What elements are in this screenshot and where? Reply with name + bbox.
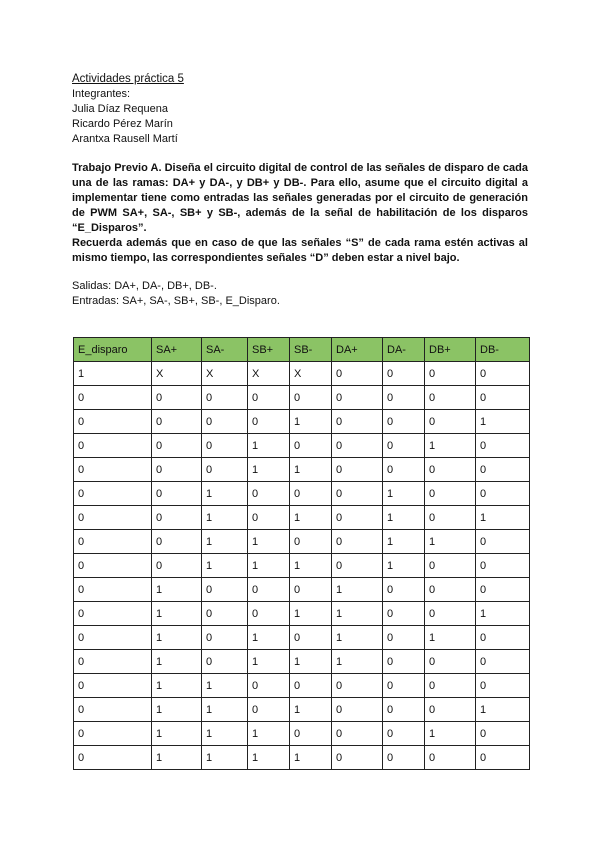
table-cell: X xyxy=(290,362,332,386)
table-cell: 0 xyxy=(383,626,425,650)
table-cell: 1 xyxy=(152,602,202,626)
document-page xyxy=(72,72,528,309)
table-cell: 0 xyxy=(332,434,383,458)
table-cell: 1 xyxy=(476,602,530,626)
table-cell: 0 xyxy=(332,722,383,746)
table-cell: 0 xyxy=(476,650,530,674)
table-cell: 0 xyxy=(202,626,248,650)
table-row xyxy=(74,554,530,578)
table-cell: 0 xyxy=(74,674,152,698)
table-row xyxy=(74,434,530,458)
table-cell: 0 xyxy=(74,458,152,482)
table-cell: 1 xyxy=(248,626,290,650)
table-cell: 0 xyxy=(248,602,290,626)
table-cell: 0 xyxy=(74,434,152,458)
table-cell: 0 xyxy=(425,362,476,386)
member-name: Arantxa Rausell Martí xyxy=(72,133,178,145)
table-cell: 1 xyxy=(248,746,290,770)
table-cell: 0 xyxy=(476,626,530,650)
table-cell: 1 xyxy=(425,530,476,554)
table-cell: 0 xyxy=(425,698,476,722)
table-cell: X xyxy=(248,362,290,386)
table-cell: 1 xyxy=(290,410,332,434)
table-cell: 1 xyxy=(202,482,248,506)
table-cell: 0 xyxy=(383,674,425,698)
table-cell: 0 xyxy=(202,386,248,410)
table-row xyxy=(74,506,530,530)
table-cell: 0 xyxy=(74,554,152,578)
table-cell: 0 xyxy=(290,626,332,650)
table-row xyxy=(74,626,530,650)
table-cell: 0 xyxy=(74,506,152,530)
table-cell: 1 xyxy=(152,746,202,770)
table-cell: 0 xyxy=(476,458,530,482)
table-row xyxy=(74,362,530,386)
column-header: DA+ xyxy=(332,338,383,362)
table-cell: 0 xyxy=(248,482,290,506)
table-cell: 1 xyxy=(152,578,202,602)
table-cell: 1 xyxy=(290,746,332,770)
table-row xyxy=(74,698,530,722)
table-cell: 1 xyxy=(202,506,248,530)
table-row xyxy=(74,482,530,506)
table-cell: 0 xyxy=(383,410,425,434)
table-cell: 0 xyxy=(383,434,425,458)
table-cell: 1 xyxy=(383,482,425,506)
table-row xyxy=(74,746,530,770)
table-cell: 0 xyxy=(248,386,290,410)
table-cell: 0 xyxy=(74,410,152,434)
table-cell: 0 xyxy=(425,458,476,482)
table-cell: 0 xyxy=(425,650,476,674)
table-cell: 0 xyxy=(425,386,476,410)
table-cell: 1 xyxy=(425,722,476,746)
table-cell: 0 xyxy=(332,698,383,722)
task-paragraph: Trabajo Previo A. Diseña el circuito digital de control de las señales de disparo de cada una de las ramas: DA+ y DA-, y DB+ y DB-. Para ello, asume que el circuito digital a implementar tiene como entradas las señales generadas por el circuito de generación de PWM SA+, SA-, SB+ y SB-, además de la señal de habilitación de los disparos “E_Disparos”. xyxy=(72,162,528,234)
table-cell: 0 xyxy=(383,746,425,770)
table-cell: 0 xyxy=(425,602,476,626)
table-cell: 0 xyxy=(202,650,248,674)
table-cell: 0 xyxy=(74,746,152,770)
table-cell: 1 xyxy=(202,530,248,554)
table-cell: 0 xyxy=(476,386,530,410)
table-cell: 0 xyxy=(332,746,383,770)
table-cell: 0 xyxy=(476,434,530,458)
table-cell: 0 xyxy=(383,698,425,722)
table-cell: 0 xyxy=(425,674,476,698)
table-cell: 0 xyxy=(425,506,476,530)
table-cell: 0 xyxy=(332,530,383,554)
column-header: DB+ xyxy=(425,338,476,362)
table-cell: 1 xyxy=(248,458,290,482)
table-cell: 0 xyxy=(425,482,476,506)
column-header: SB- xyxy=(290,338,332,362)
table-cell: 0 xyxy=(202,602,248,626)
table-cell: 0 xyxy=(74,650,152,674)
table-cell: 0 xyxy=(476,674,530,698)
table-cell: 1 xyxy=(248,554,290,578)
table-cell: 1 xyxy=(202,722,248,746)
members-label: Integrantes: xyxy=(72,88,131,100)
table-cell: 1 xyxy=(248,530,290,554)
table-cell: 0 xyxy=(152,434,202,458)
table-cell: 0 xyxy=(74,578,152,602)
table-cell: 0 xyxy=(290,386,332,410)
column-header: SA- xyxy=(202,338,248,362)
table-cell: 1 xyxy=(332,602,383,626)
table-cell: 0 xyxy=(332,554,383,578)
table-cell: 1 xyxy=(383,506,425,530)
table-cell: 0 xyxy=(74,602,152,626)
table-cell: 1 xyxy=(383,554,425,578)
column-header: E_disparo xyxy=(74,338,152,362)
table-cell: 0 xyxy=(332,410,383,434)
table-cell: 0 xyxy=(383,458,425,482)
table-row xyxy=(74,674,530,698)
table-row xyxy=(74,530,530,554)
table-cell: 0 xyxy=(476,554,530,578)
member-name: Julia Díaz Requena xyxy=(72,103,169,115)
table-cell: 0 xyxy=(383,650,425,674)
column-header: DB- xyxy=(476,338,530,362)
table-cell: 0 xyxy=(476,746,530,770)
table-cell: 0 xyxy=(248,578,290,602)
table-cell: 1 xyxy=(290,506,332,530)
table-cell: 0 xyxy=(332,386,383,410)
outputs-line: Salidas: DA+, DA-, DB+, DB-. xyxy=(72,280,217,292)
table-cell: 1 xyxy=(476,506,530,530)
table-cell: 1 xyxy=(152,698,202,722)
table-cell: 1 xyxy=(202,674,248,698)
table-cell: 0 xyxy=(383,602,425,626)
table-row xyxy=(74,410,530,434)
table-cell: 1 xyxy=(476,698,530,722)
truth-table xyxy=(73,337,530,770)
table-cell: 0 xyxy=(425,410,476,434)
table-cell: 1 xyxy=(425,434,476,458)
table-cell: 1 xyxy=(476,410,530,434)
table-cell: 0 xyxy=(290,434,332,458)
table-cell: 1 xyxy=(290,602,332,626)
table-cell: 1 xyxy=(425,626,476,650)
table-cell: 1 xyxy=(152,650,202,674)
table-cell: 1 xyxy=(290,458,332,482)
table-cell: 1 xyxy=(290,554,332,578)
table-cell: 0 xyxy=(74,698,152,722)
table-cell: 0 xyxy=(332,506,383,530)
table-cell: 1 xyxy=(152,626,202,650)
table-cell: 0 xyxy=(383,578,425,602)
table-row xyxy=(74,650,530,674)
table-cell: 0 xyxy=(74,482,152,506)
table-cell: 1 xyxy=(202,746,248,770)
table-cell: 1 xyxy=(248,722,290,746)
table-cell: 1 xyxy=(383,530,425,554)
table-cell: 0 xyxy=(248,674,290,698)
table-cell: 0 xyxy=(248,410,290,434)
table-cell: 1 xyxy=(152,722,202,746)
table-row xyxy=(74,602,530,626)
table-cell: 0 xyxy=(152,410,202,434)
table-cell: 0 xyxy=(202,578,248,602)
column-header: SA+ xyxy=(152,338,202,362)
table-cell: 0 xyxy=(248,698,290,722)
table-cell: 0 xyxy=(248,506,290,530)
table-cell: 1 xyxy=(332,626,383,650)
table-cell: 1 xyxy=(202,554,248,578)
task-description xyxy=(72,161,528,266)
table-cell: 0 xyxy=(290,578,332,602)
table-cell: 1 xyxy=(248,650,290,674)
table-cell: 0 xyxy=(74,722,152,746)
table-cell: 0 xyxy=(383,362,425,386)
table-cell: 0 xyxy=(74,626,152,650)
table-row xyxy=(74,386,530,410)
table-cell: 0 xyxy=(152,482,202,506)
table-cell: 0 xyxy=(152,386,202,410)
table-cell: 1 xyxy=(152,674,202,698)
table-cell: 0 xyxy=(290,482,332,506)
table-cell: 0 xyxy=(74,530,152,554)
table-cell: 1 xyxy=(332,650,383,674)
table-cell: 0 xyxy=(476,578,530,602)
table-cell: 0 xyxy=(383,722,425,746)
table-cell: 0 xyxy=(290,530,332,554)
column-header: SB+ xyxy=(248,338,290,362)
table-cell: 0 xyxy=(290,722,332,746)
table-cell: 0 xyxy=(152,554,202,578)
column-header: DA- xyxy=(383,338,425,362)
table-cell: 0 xyxy=(74,386,152,410)
table-cell: 0 xyxy=(332,362,383,386)
table-cell: 0 xyxy=(476,482,530,506)
member-name: Ricardo Pérez Marín xyxy=(72,118,173,130)
table-cell: 1 xyxy=(202,698,248,722)
table-row xyxy=(74,578,530,602)
table-cell: X xyxy=(152,362,202,386)
table-cell: 0 xyxy=(425,746,476,770)
table-cell: 0 xyxy=(290,674,332,698)
table-row xyxy=(74,722,530,746)
table-cell: 1 xyxy=(290,650,332,674)
table-cell: 0 xyxy=(152,458,202,482)
inputs-line: Entradas: SA+, SA-, SB+, SB-, E_Disparo. xyxy=(72,295,280,307)
table-cell: 0 xyxy=(476,722,530,746)
table-cell: 1 xyxy=(248,434,290,458)
table-cell: 1 xyxy=(290,698,332,722)
task-note: Recuerda además que en caso de que las señales “S” de cada rama estén activas al mismo tiempo, las correspondientes señales “D” deben estar a nivel bajo. xyxy=(72,237,528,264)
table-cell: 0 xyxy=(332,482,383,506)
table-cell: 1 xyxy=(74,362,152,386)
table-cell: 0 xyxy=(152,530,202,554)
table-cell: 0 xyxy=(476,362,530,386)
table-row xyxy=(74,458,530,482)
table-cell: 0 xyxy=(202,410,248,434)
table-cell: X xyxy=(202,362,248,386)
table-cell: 0 xyxy=(383,386,425,410)
doc-title: Actividades práctica 5 xyxy=(72,73,184,85)
table-cell: 0 xyxy=(425,554,476,578)
table-cell: 0 xyxy=(476,530,530,554)
table-header-row xyxy=(74,338,530,362)
table-cell: 0 xyxy=(202,434,248,458)
table-cell: 0 xyxy=(332,458,383,482)
table-cell: 0 xyxy=(332,674,383,698)
table-cell: 1 xyxy=(332,578,383,602)
table-cell: 0 xyxy=(152,506,202,530)
table-cell: 0 xyxy=(202,458,248,482)
table-cell: 0 xyxy=(425,578,476,602)
